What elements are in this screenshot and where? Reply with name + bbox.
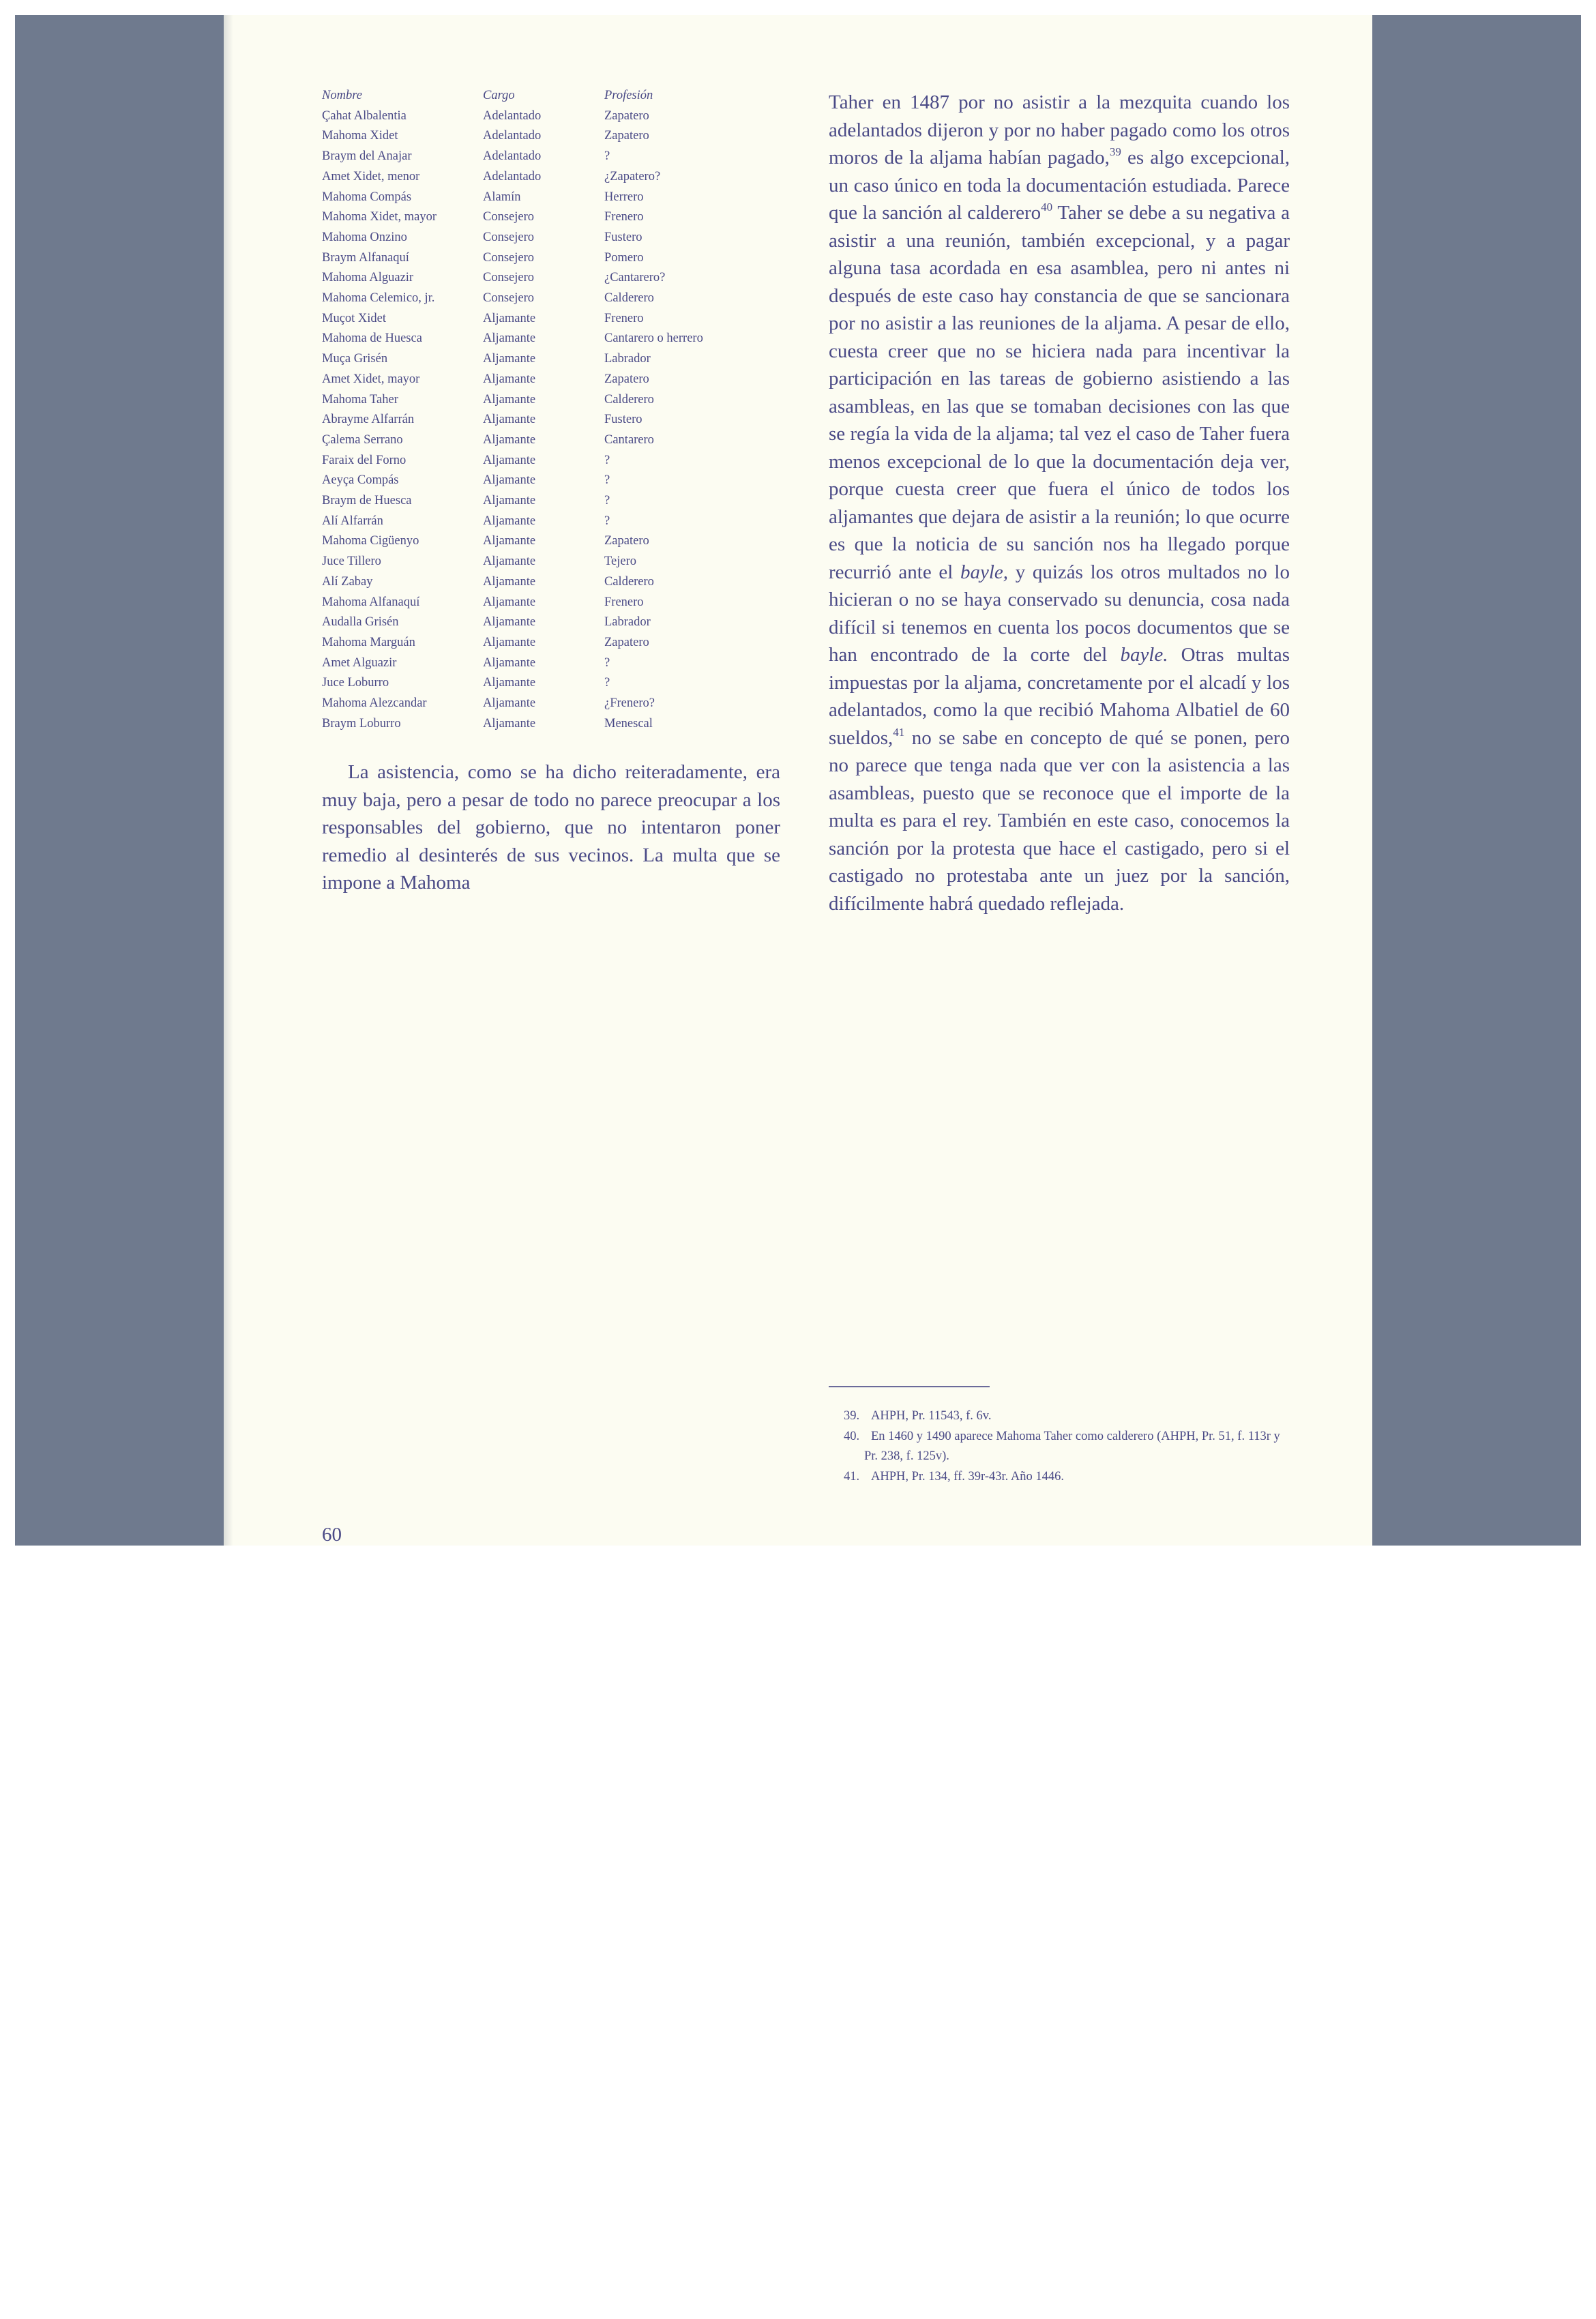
table-row (322, 309, 786, 329)
page-edge-shadow (224, 15, 233, 1546)
cell-profesion: ¿Frenero? (604, 696, 655, 711)
table-row (322, 268, 786, 289)
cell-nombre: Mahoma Alezcandar (322, 696, 427, 711)
cell-cargo: Aljamante (483, 311, 536, 325)
cell-cargo: Adelantado (483, 108, 542, 123)
table-row (322, 207, 786, 228)
cell-nombre: Muçot Xidet (322, 311, 387, 325)
footnote-ref-39: 39 (1109, 145, 1121, 158)
cell-profesion: ? (604, 494, 610, 508)
cell-profesion: Fustero (604, 413, 642, 427)
table-row (322, 552, 786, 572)
table-row (322, 572, 786, 593)
table-row (322, 714, 786, 735)
cell-nombre: Amet Alguazir (322, 655, 397, 670)
cell-nombre: Mahoma Celemico, jr. (322, 291, 435, 306)
footnotes (829, 1406, 1290, 1487)
left-column-text (322, 758, 780, 897)
cell-profesion: Labrador (604, 352, 651, 366)
cell-profesion: Cantarero o herrero (604, 331, 703, 346)
header-cargo: Cargo (483, 89, 515, 102)
table-row (322, 491, 786, 512)
footnote-text: AHPH, Pr. 134, ff. 39r-43r. Año 1446. (871, 1469, 1064, 1483)
cell-cargo: Aljamante (483, 676, 536, 690)
footnote-number: 40. (844, 1429, 860, 1443)
cell-cargo: Aljamante (483, 453, 536, 467)
footnote-ref-41: 41 (893, 725, 905, 739)
table-row (322, 289, 786, 309)
table-row (322, 228, 786, 248)
cell-nombre: Mahoma Xidet, mayor (322, 210, 437, 224)
cell-cargo: Consejero (483, 230, 535, 244)
table-row (322, 390, 786, 411)
text-segment: no se sabe en concepto de qué se ponen, pero no parece que tenga nada que ver con la asistencia a las asambleas, puesto que se reconoce que el importe de la multa es para el rey. También en este caso, conocemos la sanción por la protesta que hace el castigado, pero si el castigado no protestaba ante un juez por la sanción, difícilmente habrá quedado reflejada. (829, 726, 1290, 915)
table-row (322, 633, 786, 653)
book-page (224, 15, 1372, 1546)
header-nombre: Nombre (322, 89, 362, 102)
table-row (322, 512, 786, 532)
text-segment: y quizás los otros multados no lo hicieran o no se haya conservado su denuncia, cosa nada difícil si tenemos en cuenta los pocos documentos que se han encontrado de la corte del (829, 561, 1290, 666)
cell-profesion: Labrador (604, 615, 651, 630)
text-segment: Otras multas impuestas por la aljama, concretamente por el alcadí y los adelantados, como la que recibió Mahoma Albatiel de 60 sueldos, (829, 644, 1290, 749)
cell-nombre: Aeyça Compás (322, 473, 399, 488)
footnote-number: 39. (844, 1409, 860, 1423)
cell-nombre: Mahoma Cigüenyo (322, 534, 419, 548)
footnote-divider (829, 1386, 990, 1387)
table-row (322, 370, 786, 390)
cell-nombre: Abrayme Alfarrán (322, 413, 415, 427)
paragraph-asistencia: La asistencia, como se ha dicho reiteradamente, era muy baja, pero a pesar de todo no parece preocupar a los responsables del gobierno, que no intentaron poner remedio al desinterés de sus vecinos. La multa que se impone a Mahoma (322, 761, 780, 893)
cell-nombre: Juce Loburro (322, 676, 389, 690)
members-table (322, 86, 786, 735)
cell-profesion: Menescal (604, 716, 653, 730)
cell-profesion: Cantarero (604, 432, 654, 447)
cell-nombre: Braym de Huesca (322, 494, 412, 508)
cell-profesion: Zapatero (604, 129, 649, 143)
cell-nombre: Alí Zabay (322, 574, 373, 589)
footnote-40 (829, 1427, 1290, 1467)
table-body (322, 106, 786, 735)
cell-nombre: Amet Xidet, mayor (322, 372, 420, 386)
table-row (322, 593, 786, 613)
table-row (322, 694, 786, 714)
italic-term: bayle, (960, 561, 1009, 583)
text-segment: es algo excepcional, un caso único en toda la documentación estudiada. Parece que la sanción al calderero (829, 147, 1290, 224)
cell-nombre: Çalema Serrano (322, 432, 403, 447)
table-row (322, 653, 786, 674)
right-column-text (829, 89, 1290, 917)
cell-cargo: Aljamante (483, 595, 536, 609)
cell-profesion: ? (604, 676, 610, 690)
cell-profesion: Herrero (604, 190, 644, 204)
italic-term: bayle. (1120, 644, 1168, 666)
footnote-text: En 1460 y 1490 aparece Mahoma Taher como calderero (AHPH, Pr. 51, f. 113r y Pr. 238, f. 125v). (864, 1429, 1280, 1463)
cell-profesion: Tejero (604, 555, 636, 569)
cell-nombre: Braym Loburro (322, 716, 401, 730)
cell-profesion: Calderero (604, 392, 654, 407)
table-row (322, 188, 786, 208)
cell-profesion: Fustero (604, 230, 642, 244)
cell-profesion: Zapatero (604, 635, 649, 649)
text-segment: Taher en 1487 por no asistir a la mezquita cuando los adelantados dijeron y por no haber pagado como los otros moros de la aljama habían pagado, (829, 91, 1290, 168)
cell-nombre: Mahoma Taher (322, 392, 398, 407)
cell-nombre: Mahoma Compás (322, 190, 412, 204)
cell-profesion: ¿Zapatero? (604, 169, 661, 183)
cell-cargo: Aljamante (483, 514, 536, 528)
cell-cargo: Consejero (483, 291, 535, 306)
cell-nombre: Juce Tillero (322, 555, 381, 569)
cell-nombre: Amet Xidet, menor (322, 169, 420, 183)
cell-profesion: ? (604, 655, 610, 670)
cell-profesion: ¿Cantarero? (604, 271, 666, 285)
cell-cargo: Aljamante (483, 716, 536, 730)
table-header (322, 86, 786, 106)
table-row (322, 248, 786, 269)
cell-cargo: Aljamante (483, 635, 536, 649)
cell-nombre: Mahoma Alguazir (322, 271, 414, 285)
cell-cargo: Alamín (483, 190, 521, 204)
cell-cargo: Aljamante (483, 574, 536, 589)
cell-cargo: Aljamante (483, 432, 536, 447)
footnote-text: AHPH, Pr. 11543, f. 6v. (871, 1409, 992, 1423)
page-number: 60 (322, 1524, 342, 1546)
cell-nombre: Alí Alfarrán (322, 514, 383, 528)
table-row (322, 531, 786, 552)
cell-profesion: Calderero (604, 291, 654, 306)
cell-cargo: Adelantado (483, 149, 542, 164)
cell-cargo: Aljamante (483, 534, 536, 548)
cell-profesion: ? (604, 473, 610, 488)
table-row (322, 349, 786, 370)
paragraph-taher (829, 89, 1290, 917)
text-segment: Taher se debe a su negativa a asistir a una reunión, también excepcional, y a pagar alguna tasa acordada en esa asamblea, pero ni antes ni después de este caso hay constancia de que se sancionara por no asistir a las reuniones de la aljama. A pesar de ello, cuesta creer que no se hiciera nada para incentivar la participación en las tareas de gobierno asistiendo a las asambleas, en las que se tomaban decisiones con las que se regía la vida de la aljama; tal vez el caso de Taher fuera menos excepcional de lo que la documentación deja ver, porque cuesta creer que fuera el único de todos los aljamantes que dejara de asistir a la reunión; lo que ocurre es que la noticia de su sanción nos ha llegado porque recurrió ante el (829, 202, 1290, 583)
cell-nombre: Çahat Albalentia (322, 108, 407, 123)
cell-cargo: Aljamante (483, 413, 536, 427)
cell-profesion: ? (604, 453, 610, 467)
cell-nombre: Muça Grisén (322, 352, 388, 366)
cell-cargo: Aljamante (483, 372, 536, 386)
cell-cargo: Aljamante (483, 696, 536, 711)
cell-profesion: ? (604, 514, 610, 528)
table-row (322, 410, 786, 430)
header-profesion: Profesión (604, 89, 653, 102)
cell-profesion: Pomero (604, 250, 644, 265)
cell-cargo: Aljamante (483, 331, 536, 346)
cell-cargo: Aljamante (483, 392, 536, 407)
cell-nombre: Braym Alfanaquí (322, 250, 409, 265)
cell-profesion: Frenero (604, 595, 644, 609)
table-row (322, 126, 786, 147)
footnote-41 (829, 1467, 1290, 1488)
table-row (322, 451, 786, 471)
cell-cargo: Aljamante (483, 655, 536, 670)
cell-nombre: Braym del Anajar (322, 149, 412, 164)
cell-profesion: Zapatero (604, 534, 649, 548)
cell-profesion: Zapatero (604, 372, 649, 386)
cell-cargo: Consejero (483, 210, 535, 224)
cell-profesion: Calderero (604, 574, 654, 589)
cell-cargo: Adelantado (483, 169, 542, 183)
cell-cargo: Aljamante (483, 352, 536, 366)
cell-cargo: Aljamante (483, 555, 536, 569)
cell-nombre: Faraix del Forno (322, 453, 407, 467)
cell-nombre: Mahoma de Huesca (322, 331, 422, 346)
cell-cargo: Aljamante (483, 473, 536, 488)
table-row (322, 329, 786, 349)
footnote-number: 41. (844, 1469, 860, 1483)
cell-profesion: Frenero (604, 311, 644, 325)
cell-cargo: Aljamante (483, 494, 536, 508)
table-row (322, 430, 786, 451)
cell-nombre: Mahoma Xidet (322, 129, 398, 143)
cell-cargo: Aljamante (483, 615, 536, 630)
cell-nombre: Mahoma Alfanaquí (322, 595, 420, 609)
cell-nombre: Audalla Grisén (322, 615, 399, 630)
cell-cargo: Adelantado (483, 129, 542, 143)
cell-profesion: ? (604, 149, 610, 164)
cell-profesion: Frenero (604, 210, 644, 224)
table-row (322, 612, 786, 633)
cell-nombre: Mahoma Onzino (322, 230, 407, 244)
table-row (322, 167, 786, 188)
footnote-ref-40: 40 (1041, 201, 1053, 213)
cell-cargo: Consejero (483, 271, 535, 285)
cell-cargo: Consejero (483, 250, 535, 265)
cell-profesion: Zapatero (604, 108, 649, 123)
footnote-39 (829, 1406, 1290, 1427)
table-row (322, 106, 786, 127)
table-row (322, 147, 786, 167)
table-row (322, 471, 786, 491)
cell-nombre: Mahoma Marguán (322, 635, 415, 649)
table-row (322, 673, 786, 694)
